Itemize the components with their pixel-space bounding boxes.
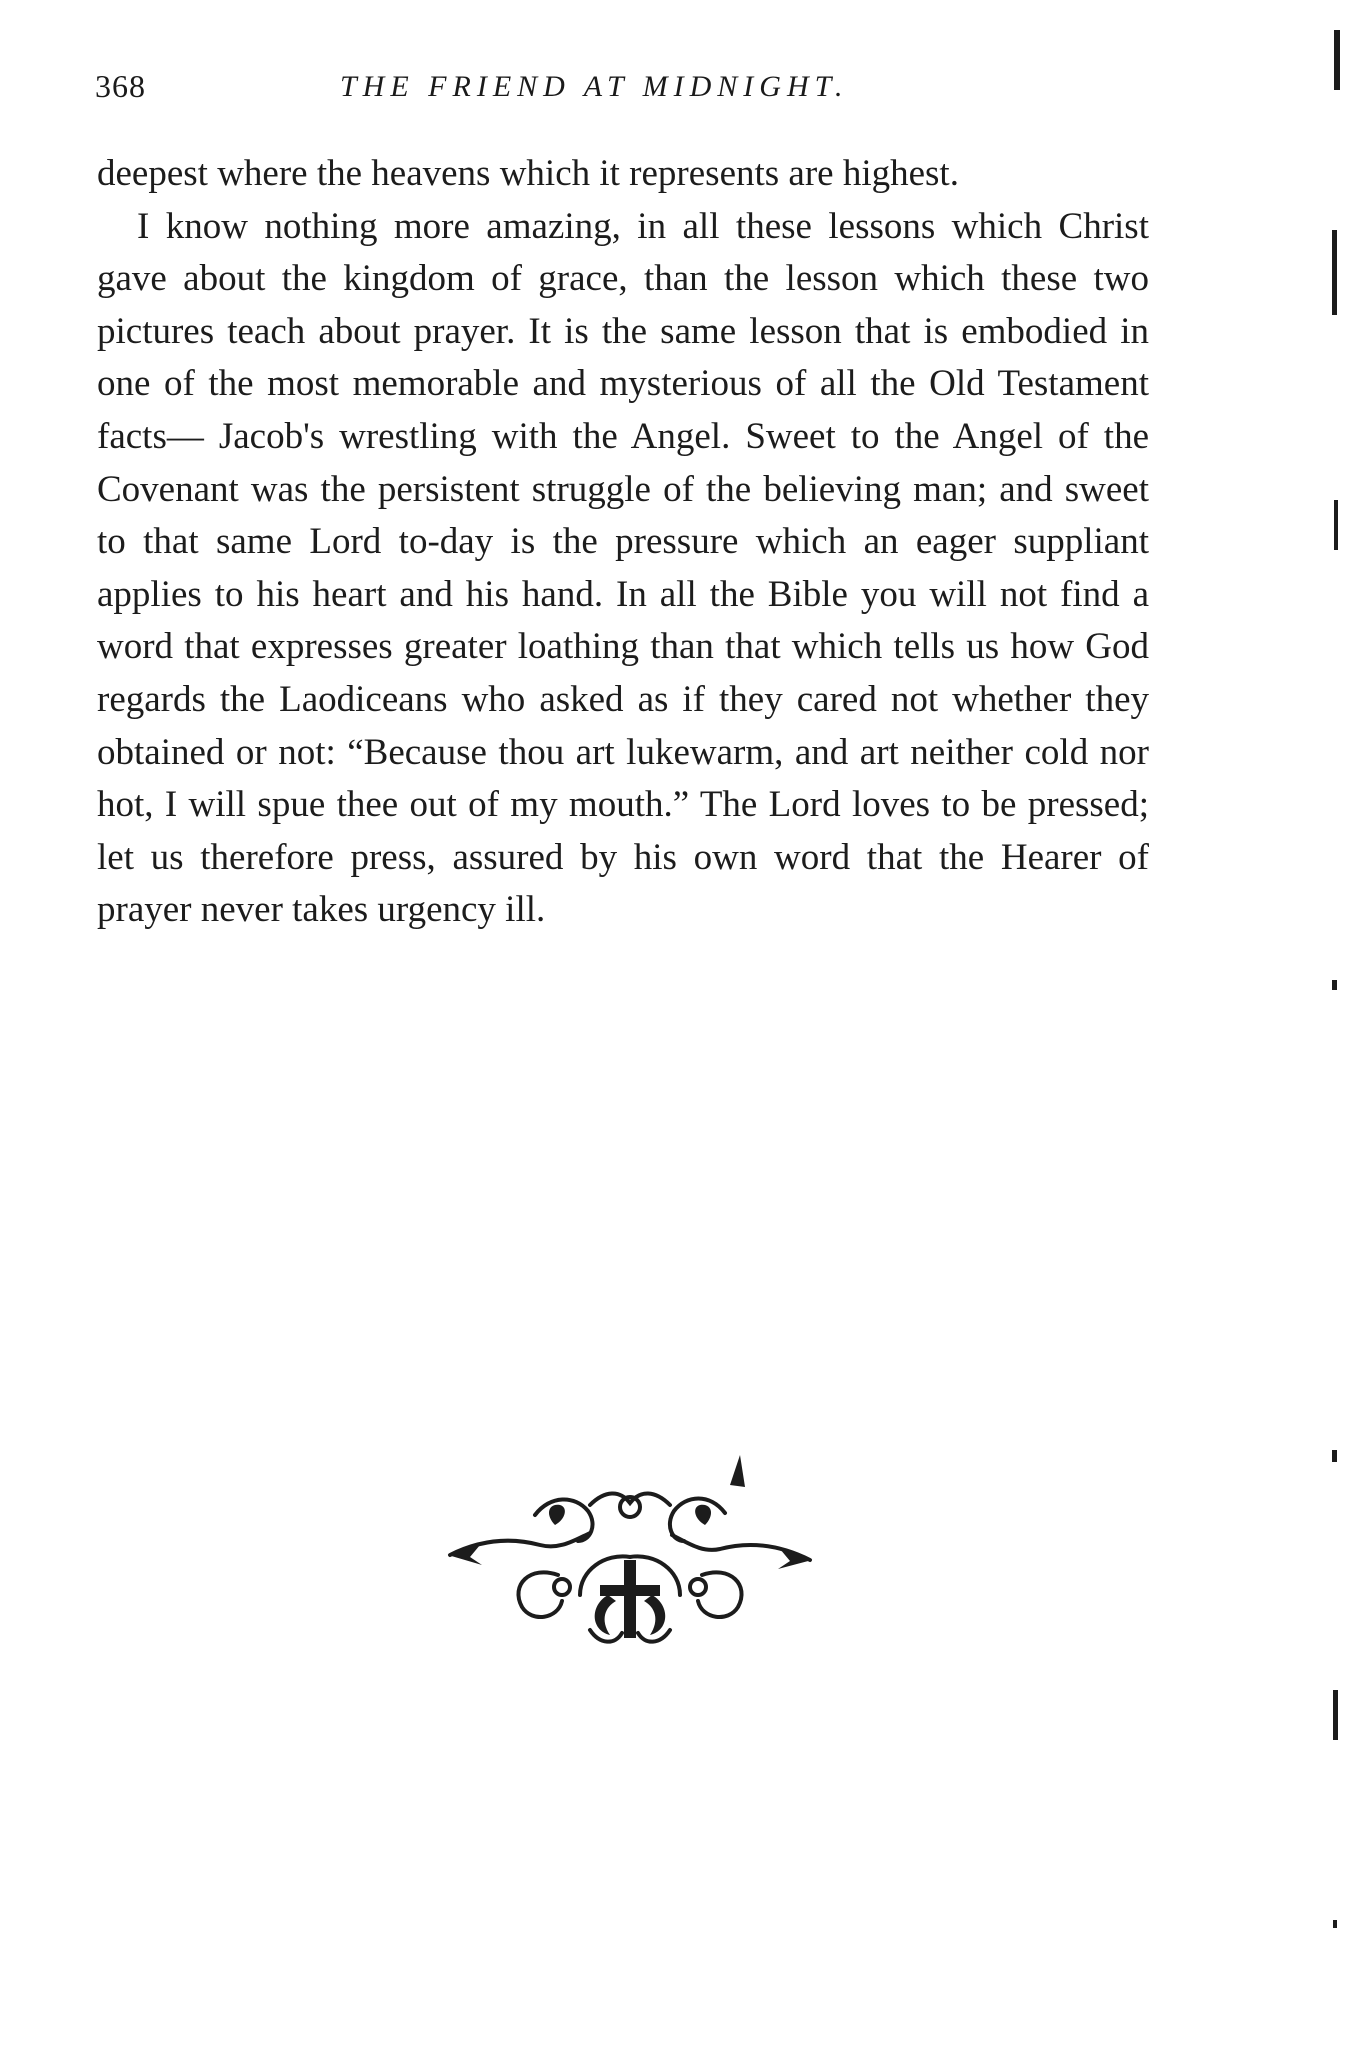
body-text (97, 148, 1149, 937)
running-title: THE FRIEND AT MIDNIGHT. (340, 70, 849, 103)
scan-margin-artifacts (1312, 0, 1372, 2054)
paragraph-continuation: deepest where the heavens which it represents are highest. (97, 153, 959, 194)
paragraph-prayer-lesson: I know nothing more amazing, in all these lessons which Christ gave about the kingdom of grace, than the lesson which these two pictures teach about prayer. It is the same lesson that is embodied in one of the most memorable and mysterious of all the Old Testament facts— Jacob's wrestling with the Angel. Sweet to the Angel of the Covenant was the persistent struggle of the believing man; and sweet to that same Lord to-day is the pressure which an eager suppliant applies to his heart and his hand. In all the Bible you will not find a word that expresses greater loathing than that which tells us how God regards the Laodiceans who asked as if they cared not whether they obtained or not: “Because thou art lukewarm, and art neither cold nor hot, I will spue thee out of my mouth.” The Lord loves to be pressed; let us therefore press, assured by his own word that the Hearer of prayer never takes urgency ill. (97, 205, 1149, 931)
page-number: 368 (95, 68, 146, 104)
floral-cross-tailpiece-icon (440, 1445, 820, 1650)
running-head (95, 68, 1145, 118)
